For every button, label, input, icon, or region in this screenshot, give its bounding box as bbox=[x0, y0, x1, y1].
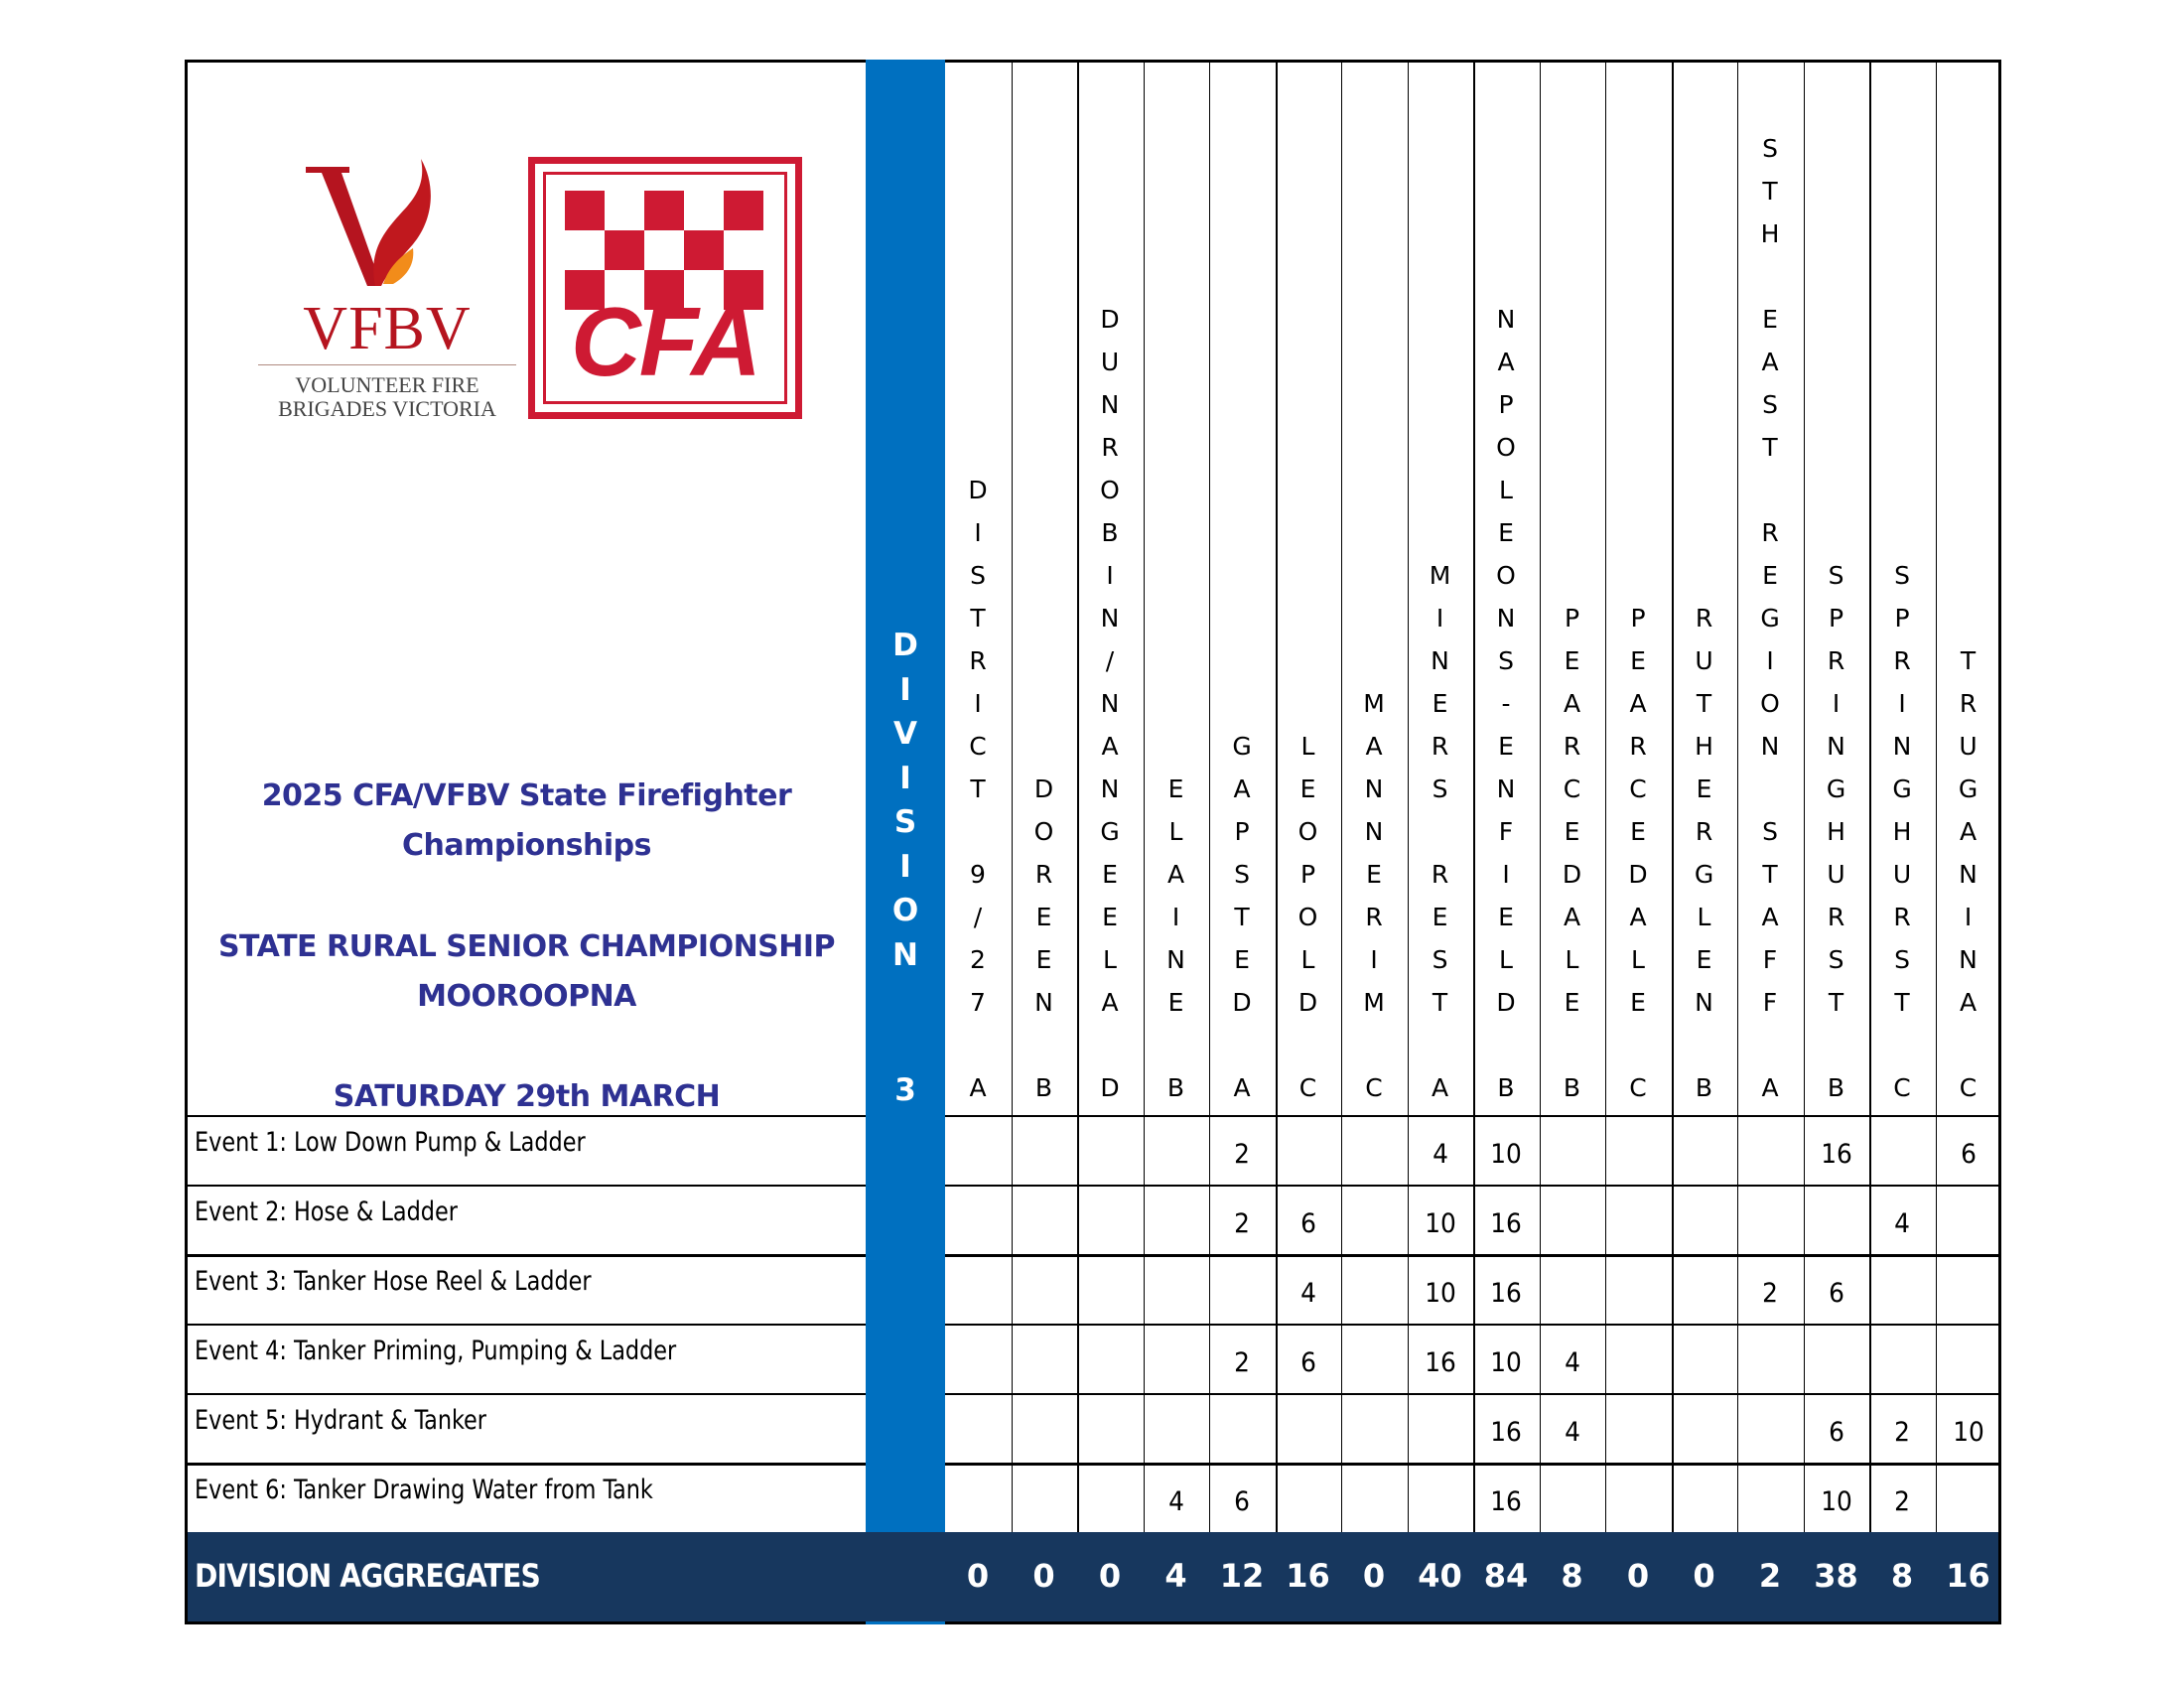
aggregate-value: 12 bbox=[1219, 1557, 1265, 1595]
column-header-letter: R bbox=[1365, 903, 1383, 931]
score-cell: 4 bbox=[1299, 1278, 1316, 1309]
column-header-letter: N bbox=[1496, 604, 1516, 633]
column-header-letter: 7 bbox=[970, 988, 986, 1017]
aggregate-value: 2 bbox=[1758, 1557, 1782, 1595]
column-header-letter: N bbox=[1034, 988, 1053, 1017]
column-header-letter: U bbox=[1827, 860, 1845, 889]
column-class: B bbox=[1827, 1073, 1845, 1102]
score-cell: 6 bbox=[1960, 1139, 1977, 1170]
column-class: C bbox=[1365, 1073, 1383, 1102]
column-header-letter: A bbox=[1959, 988, 1978, 1017]
column-header-letter: G bbox=[1760, 604, 1780, 633]
column-header-letter: N bbox=[1827, 732, 1845, 761]
column-header-letter: E bbox=[1762, 305, 1778, 334]
column-header-letter: R bbox=[1893, 646, 1911, 675]
aggregate-value: 4 bbox=[1164, 1557, 1187, 1595]
vfbv-wordmark: VFBV bbox=[303, 295, 472, 362]
column-header-letter: E bbox=[1498, 903, 1514, 931]
column-header-letter: G bbox=[1232, 732, 1252, 761]
column-header-letter: T bbox=[1762, 177, 1778, 206]
column-header-letter: L bbox=[1300, 732, 1315, 761]
column-header-letter: A bbox=[1761, 348, 1779, 376]
event-label: Event 3: Tanker Hose Reel & Ladder bbox=[195, 1266, 592, 1297]
column-header-letter: T bbox=[1828, 988, 1844, 1017]
column-header-letter: C bbox=[969, 732, 987, 761]
column-header-letter: N bbox=[1100, 774, 1120, 803]
score-cell: 16 bbox=[1490, 1486, 1522, 1517]
column-header-letter: C bbox=[1629, 774, 1647, 803]
column-header-letter: I bbox=[974, 689, 982, 718]
column-header-letter: S bbox=[1894, 945, 1910, 974]
column-header-letter: F bbox=[1762, 945, 1778, 974]
column-header-letter: R bbox=[1827, 903, 1845, 931]
row-divider bbox=[188, 1463, 866, 1466]
column-header-letter: P bbox=[1299, 860, 1316, 889]
score-cell: 16 bbox=[1490, 1278, 1522, 1309]
score-cell: 6 bbox=[1299, 1208, 1316, 1239]
score-cell: 10 bbox=[1490, 1347, 1522, 1378]
column-header-letter: O bbox=[1100, 476, 1120, 504]
score-cell: 2 bbox=[1234, 1139, 1250, 1170]
column-class: C bbox=[1629, 1073, 1647, 1102]
column-header-letter: R bbox=[969, 646, 987, 675]
column-header-letter: P bbox=[1498, 390, 1514, 419]
column-header-letter: / bbox=[973, 903, 983, 931]
event-title-line2: Championships bbox=[402, 828, 651, 863]
aggregate-value: 16 bbox=[1946, 1557, 1990, 1595]
score-cell: 16 bbox=[1490, 1417, 1522, 1448]
row-divider bbox=[945, 1393, 1998, 1395]
score-cell: 10 bbox=[1424, 1208, 1456, 1239]
score-cell: 10 bbox=[1424, 1278, 1456, 1309]
column-header-letter: S bbox=[1762, 134, 1778, 163]
column-header-letter: D bbox=[1100, 305, 1120, 334]
column-header-letter: A bbox=[1497, 348, 1515, 376]
column-header-letter: T bbox=[1894, 988, 1910, 1017]
column-header-letter: E bbox=[1167, 774, 1184, 803]
column-header-letter: U bbox=[1959, 732, 1978, 761]
column-header-letter: A bbox=[1563, 689, 1581, 718]
event-date: SATURDAY 29th MARCH bbox=[333, 1079, 721, 1114]
aggregate-value: 16 bbox=[1286, 1557, 1330, 1595]
column-header-letter: A bbox=[1101, 988, 1119, 1017]
score-cell: 2 bbox=[1894, 1417, 1910, 1448]
column-header-letter: R bbox=[1695, 817, 1713, 846]
column-header-letter: N bbox=[1760, 732, 1780, 761]
column-header-letter: F bbox=[1498, 817, 1514, 846]
column-header-letter: R bbox=[1827, 646, 1845, 675]
column-header-letter: E bbox=[1564, 646, 1580, 675]
aggregate-value: 0 bbox=[1693, 1557, 1715, 1595]
column-header-letter: N bbox=[1364, 774, 1384, 803]
column-header-letter: D bbox=[1232, 988, 1252, 1017]
column-header-letter: A bbox=[1365, 732, 1383, 761]
cfa-logo bbox=[528, 157, 802, 419]
aggregate-value: 0 bbox=[1626, 1557, 1650, 1595]
column-header-letter: G bbox=[1892, 774, 1912, 803]
column-header-letter: E bbox=[1299, 774, 1316, 803]
column-header-letter: I bbox=[1964, 903, 1973, 931]
event-label: Event 2: Hose & Ladder bbox=[195, 1196, 458, 1227]
column-header-letter: T bbox=[970, 604, 986, 633]
row-divider bbox=[945, 1115, 1998, 1117]
column-header-letter: S bbox=[970, 561, 986, 590]
column-header-letter: N bbox=[1695, 988, 1713, 1017]
aggregate-value: 0 bbox=[1032, 1557, 1055, 1595]
championship-title: STATE RURAL SENIOR CHAMPIONSHIP bbox=[217, 929, 836, 964]
division-letter: O bbox=[891, 893, 919, 928]
column-header-letter: R bbox=[1893, 903, 1911, 931]
column-header-letter: N bbox=[1959, 945, 1978, 974]
column-header-letter: E bbox=[1234, 945, 1250, 974]
division-letter: V bbox=[893, 716, 917, 752]
division-letter: I bbox=[899, 760, 911, 796]
column-header-letter: H bbox=[1827, 817, 1845, 846]
column-header-letter: E bbox=[1630, 817, 1646, 846]
column-header-letter: A bbox=[1563, 903, 1581, 931]
column-header-letter: - bbox=[1501, 689, 1511, 718]
score-cell: 6 bbox=[1299, 1347, 1316, 1378]
cfa-wordmark: CFA bbox=[571, 287, 759, 396]
column-header-letter: E bbox=[1564, 988, 1580, 1017]
vfbv-subtitle-line1: VOLUNTEER FIRE bbox=[295, 372, 479, 397]
column-header-letter: E bbox=[1035, 903, 1052, 931]
aggregate-value: 8 bbox=[1890, 1557, 1914, 1595]
column-class: B bbox=[1034, 1073, 1053, 1102]
column-header-letter: S bbox=[1828, 561, 1844, 590]
division-letter: D bbox=[892, 628, 918, 663]
score-cell: 10 bbox=[1820, 1486, 1852, 1517]
score-cell: 2 bbox=[1762, 1278, 1778, 1309]
aggregate-value: 84 bbox=[1483, 1557, 1529, 1595]
column-header-letter: T bbox=[1960, 646, 1977, 675]
aggregate-value: 8 bbox=[1561, 1557, 1583, 1595]
column-header-letter: S bbox=[1234, 860, 1250, 889]
column-header-letter: I bbox=[1766, 646, 1774, 675]
row-divider bbox=[188, 1324, 866, 1326]
column-header-letter: A bbox=[1233, 774, 1251, 803]
column-header-letter: T bbox=[1762, 860, 1778, 889]
column-header-letter: R bbox=[1959, 689, 1978, 718]
column-class: B bbox=[1497, 1073, 1515, 1102]
column-header-letter: I bbox=[1106, 561, 1114, 590]
column-header-letter: E bbox=[1498, 518, 1514, 547]
score-cell: 2 bbox=[1234, 1208, 1250, 1239]
column-header-letter: P bbox=[1828, 604, 1844, 633]
column-header-letter: G bbox=[1100, 817, 1120, 846]
column-header-letter: P bbox=[1234, 817, 1250, 846]
column-header-letter: M bbox=[1363, 689, 1385, 718]
vfbv-flame-icon bbox=[298, 159, 447, 298]
column-header-letter: L bbox=[1697, 903, 1711, 931]
column-header-letter: I bbox=[1171, 903, 1180, 931]
column-header-letter: E bbox=[1696, 774, 1712, 803]
column-header-letter: O bbox=[1496, 433, 1516, 462]
column-header-letter: T bbox=[970, 774, 986, 803]
column-header-letter: E bbox=[1630, 988, 1646, 1017]
score-cell: 16 bbox=[1424, 1347, 1456, 1378]
column-header-letter: R bbox=[1431, 860, 1449, 889]
score-cell: 4 bbox=[1432, 1139, 1448, 1170]
column-header-letter: D bbox=[968, 476, 988, 504]
column-header-letter: N bbox=[1166, 945, 1185, 974]
vfbv-logo bbox=[258, 159, 516, 427]
score-cell: 16 bbox=[1490, 1208, 1522, 1239]
column-header-letter: U bbox=[1695, 646, 1713, 675]
column-header-letter: N bbox=[1431, 646, 1449, 675]
column-header-letter: 2 bbox=[970, 945, 986, 974]
column-header-letter: R bbox=[1563, 732, 1581, 761]
row-divider bbox=[945, 1185, 1998, 1187]
column-header-letter: P bbox=[1630, 604, 1646, 633]
column-header-letter: G bbox=[1694, 860, 1714, 889]
column-header-letter: T bbox=[1234, 903, 1250, 931]
column-class: B bbox=[1563, 1073, 1581, 1102]
column-header-letter: S bbox=[1762, 390, 1778, 419]
column-header-letter: M bbox=[1363, 988, 1385, 1017]
column-header-letter: R bbox=[1101, 433, 1119, 462]
column-header-letter: R bbox=[1761, 518, 1779, 547]
column-header-letter: U bbox=[1892, 860, 1912, 889]
column-header-letter: H bbox=[1892, 817, 1912, 846]
vfbv-divider bbox=[258, 364, 516, 365]
column-class: A bbox=[1233, 1073, 1251, 1102]
column-header-letter: H bbox=[1760, 219, 1780, 248]
column-header-letter: O bbox=[1033, 817, 1054, 846]
column-header-letter: L bbox=[1565, 945, 1579, 974]
aggregate-value: 0 bbox=[1098, 1557, 1122, 1595]
column-header-letter: R bbox=[1431, 732, 1449, 761]
event-label: Event 6: Tanker Drawing Water from Tank bbox=[195, 1475, 653, 1505]
column-header-letter: E bbox=[1035, 945, 1052, 974]
column-class: C bbox=[1959, 1073, 1978, 1102]
column-header-letter: U bbox=[1100, 348, 1120, 376]
row-divider bbox=[945, 1463, 1998, 1466]
score-cell: 2 bbox=[1234, 1347, 1250, 1378]
score-cell: 10 bbox=[1490, 1139, 1522, 1170]
row-divider bbox=[188, 1393, 866, 1395]
column-header-letter: I bbox=[1370, 945, 1378, 974]
column-header-letter: S bbox=[1498, 646, 1514, 675]
column-header-letter: I bbox=[1502, 860, 1510, 889]
column-header-letter: E bbox=[1366, 860, 1382, 889]
column-header-letter: A bbox=[1101, 732, 1119, 761]
column-header-letter: S bbox=[1828, 945, 1844, 974]
column-header-letter: / bbox=[1105, 646, 1115, 675]
score-cell: 6 bbox=[1828, 1278, 1844, 1309]
column-header-letter: E bbox=[1102, 903, 1118, 931]
column-header-letter: S bbox=[1432, 945, 1448, 974]
score-cell: 4 bbox=[1167, 1486, 1184, 1517]
division-number: 3 bbox=[894, 1072, 916, 1108]
aggregate-value: 0 bbox=[966, 1557, 990, 1595]
column-header-letter: A bbox=[1761, 903, 1779, 931]
column-header-letter: D bbox=[1033, 774, 1054, 803]
column-header-letter: R bbox=[1695, 604, 1713, 633]
column-header-letter: H bbox=[1695, 732, 1713, 761]
column-header-letter: D bbox=[1496, 988, 1516, 1017]
row-divider bbox=[945, 1254, 1998, 1257]
column-header-letter: N bbox=[1100, 390, 1120, 419]
column-header-letter: I bbox=[1435, 604, 1444, 633]
score-cell: 2 bbox=[1894, 1486, 1910, 1517]
division-letter: S bbox=[893, 804, 917, 840]
column-header-letter: L bbox=[1499, 945, 1513, 974]
column-header-letter: D bbox=[1297, 988, 1318, 1017]
aggregate-value: 40 bbox=[1418, 1557, 1462, 1595]
column-header-letter: O bbox=[1297, 817, 1318, 846]
division-letter: I bbox=[899, 848, 911, 885]
column-header-letter: D bbox=[1562, 860, 1582, 889]
column-header-letter: F bbox=[1762, 988, 1778, 1017]
column-header-letter: I bbox=[1832, 689, 1841, 718]
division-bar bbox=[866, 60, 945, 1624]
division-letter: I bbox=[899, 671, 911, 708]
column-header-letter: E bbox=[1102, 860, 1118, 889]
column-header-letter: S bbox=[1762, 817, 1778, 846]
column-header-letter: A bbox=[1959, 817, 1978, 846]
column-header-letter: E bbox=[1432, 903, 1448, 931]
row-divider bbox=[188, 1115, 866, 1117]
column-header-letter: A bbox=[1629, 903, 1647, 931]
event-label: Event 4: Tanker Priming, Pumping & Ladder bbox=[195, 1336, 677, 1366]
column-header-letter: E bbox=[1630, 646, 1646, 675]
vfbv-subtitle-line2: BRIGADES VICTORIA bbox=[278, 396, 496, 421]
column-header-letter: N bbox=[1364, 817, 1384, 846]
score-cell: 4 bbox=[1894, 1208, 1910, 1239]
column-header-letter: L bbox=[1499, 476, 1513, 504]
column-header-letter: N bbox=[1100, 604, 1120, 633]
column-header-letter: G bbox=[1958, 774, 1979, 803]
column-header-letter: I bbox=[974, 518, 982, 547]
column-header-letter: M bbox=[1429, 561, 1451, 590]
column-header-letter: T bbox=[1762, 433, 1778, 462]
column-header-letter: N bbox=[1496, 305, 1516, 334]
column-header-letter: A bbox=[1166, 860, 1185, 889]
event-title-line1: 2025 CFA/VFBV State Firefighter bbox=[261, 778, 792, 813]
column-header-letter: E bbox=[1696, 945, 1712, 974]
row-divider bbox=[188, 1254, 866, 1257]
column-header-letter: O bbox=[1496, 561, 1516, 590]
column-header-letter: G bbox=[1826, 774, 1846, 803]
column-header-letter: E bbox=[1498, 732, 1514, 761]
column-class: C bbox=[1893, 1073, 1911, 1102]
score-cell: 6 bbox=[1234, 1486, 1250, 1517]
column-class: B bbox=[1166, 1073, 1185, 1102]
column-class: C bbox=[1298, 1073, 1317, 1102]
column-header-letter: N bbox=[1100, 689, 1120, 718]
event-label: Event 5: Hydrant & Tanker bbox=[195, 1405, 486, 1436]
column-header-letter: E bbox=[1167, 988, 1184, 1017]
column-class: B bbox=[1695, 1073, 1713, 1102]
column-header-letter: N bbox=[1959, 860, 1978, 889]
column-header-letter: P bbox=[1564, 604, 1580, 633]
column-header-letter: L bbox=[1300, 945, 1315, 974]
event-label: Event 1: Low Down Pump & Ladder bbox=[195, 1127, 586, 1158]
vfbv-subtitle bbox=[258, 373, 516, 421]
column-class: A bbox=[969, 1073, 987, 1102]
column-header-letter: O bbox=[1297, 903, 1318, 931]
column-header-letter: B bbox=[1101, 518, 1119, 547]
row-divider bbox=[945, 1324, 1998, 1326]
column-header-letter: P bbox=[1894, 604, 1910, 633]
column-header-letter: S bbox=[1894, 561, 1910, 590]
score-cell: 4 bbox=[1564, 1417, 1580, 1448]
column-header-letter: L bbox=[1103, 945, 1117, 974]
column-divider bbox=[1737, 60, 1738, 1532]
column-header-letter: S bbox=[1432, 774, 1448, 803]
row-divider bbox=[188, 1185, 866, 1187]
column-header-letter: E bbox=[1762, 561, 1778, 590]
venue-title: MOOROOPNA bbox=[417, 979, 636, 1014]
column-header-letter: R bbox=[1629, 732, 1647, 761]
column-header-letter: C bbox=[1563, 774, 1581, 803]
column-header-letter: A bbox=[1629, 689, 1647, 718]
score-cell: 10 bbox=[1952, 1417, 1984, 1448]
column-header-letter: N bbox=[1892, 732, 1912, 761]
column-header-letter: I bbox=[1898, 689, 1906, 718]
aggregate-label: DIVISION AGGREGATES bbox=[195, 1557, 540, 1595]
aggregate-value: 0 bbox=[1362, 1557, 1386, 1595]
column-header-letter: E bbox=[1564, 817, 1580, 846]
column-header-letter: N bbox=[1496, 774, 1516, 803]
division-letter: N bbox=[892, 936, 918, 973]
column-class: A bbox=[1761, 1073, 1779, 1102]
column-header-letter: 9 bbox=[970, 860, 986, 889]
aggregate-value: 38 bbox=[1814, 1557, 1858, 1595]
score-cell: 16 bbox=[1820, 1139, 1852, 1170]
column-header-letter: L bbox=[1631, 945, 1645, 974]
column-class: D bbox=[1100, 1073, 1120, 1102]
column-header-letter: R bbox=[1034, 860, 1053, 889]
score-cell: 6 bbox=[1828, 1417, 1844, 1448]
column-header-letter: D bbox=[1628, 860, 1648, 889]
column-header-letter: E bbox=[1432, 689, 1448, 718]
column-header-letter: T bbox=[1696, 689, 1712, 718]
column-header-letter: T bbox=[1432, 988, 1448, 1017]
column-header-letter: L bbox=[1168, 817, 1183, 846]
score-cell: 4 bbox=[1564, 1347, 1580, 1378]
column-header-letter: O bbox=[1760, 689, 1780, 718]
column-class: A bbox=[1431, 1073, 1449, 1102]
